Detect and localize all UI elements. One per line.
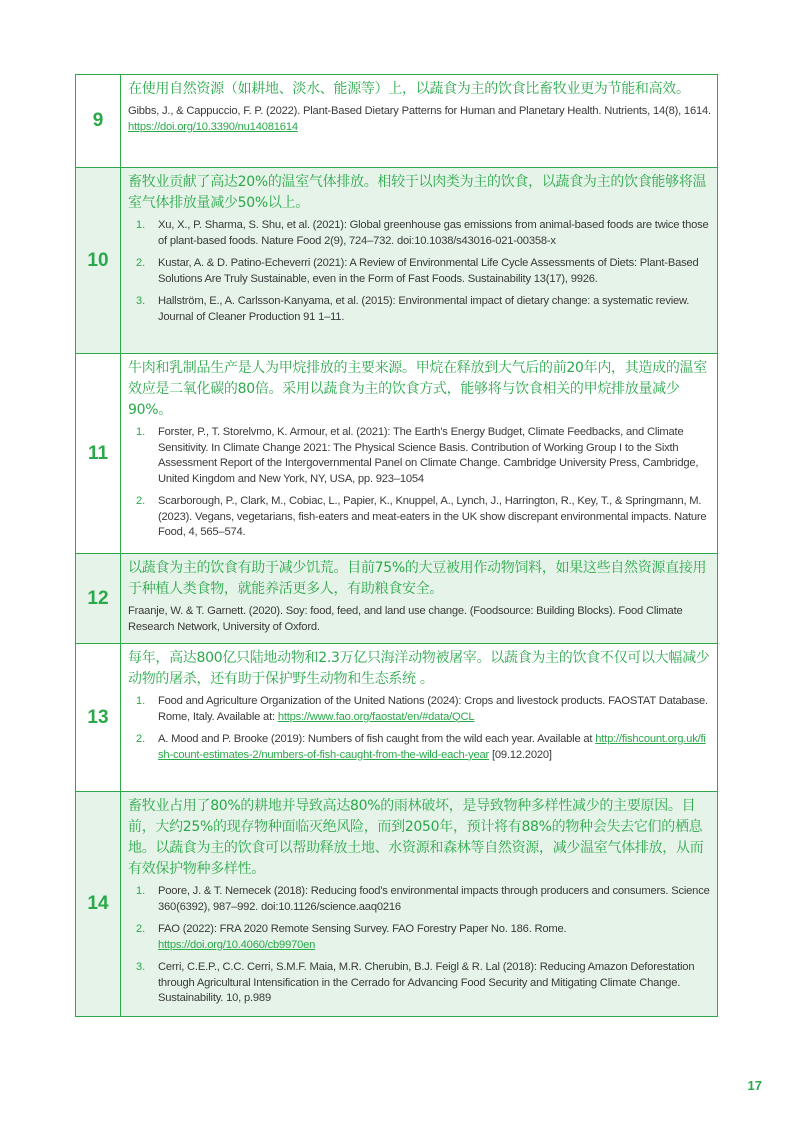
row-content — [121, 554, 717, 643]
reference-text: Forster, P., T. Storelvmo, K. Armour, et al. (2021): The Earth's Energy Budget, Climate Feedbacks, and Climate Sensitivity. In Climate Change 2021: The Physical Science Basis. Contribution of Working Group I to the Sixth Assessment Report of the Intergovernmental Panel on Climate Change. Cambridge University Press, Cambridge, United Kingdom and New York, NY, USA, pp. 923–1054 — [158, 426, 699, 485]
reference-index: 1. — [136, 885, 146, 897]
table-row — [76, 792, 717, 1016]
reference-index: 3. — [136, 295, 146, 307]
row-number: 9 — [76, 75, 121, 167]
reference-body — [158, 694, 711, 725]
reference-list — [128, 694, 711, 763]
row-content — [121, 168, 717, 353]
page-number: 17 — [747, 1078, 762, 1093]
claim-text: 畜牧业占用了80%的耕地并导致高达80%的雨林破坏，是导致物种多样性减少的主要原因。目前，大约25%的现存物种面临灭绝风险，而到2050年，预计将有88%的物种会失去它们的栖息地。以蔬食为主的饮食可以帮助释放土地、水资源和森林等自然资源，减少温室气体排放，从而有效保护物种多样性。 — [128, 798, 704, 877]
reference-item — [128, 732, 711, 763]
reference-text: Food and Agriculture Organization of the United Nations (2024): Crops and livestock products. FAOSTAT Database. Rome, Italy. Available at: — [158, 695, 708, 723]
row-content — [121, 354, 717, 553]
reference-index: 1. — [136, 695, 146, 707]
reference-item — [128, 425, 711, 487]
references-table — [75, 74, 718, 1017]
reference-list — [128, 884, 711, 1007]
reference-item — [128, 884, 711, 915]
row-content — [121, 644, 717, 791]
reference-text: Gibbs, J., & Cappuccio, F. P. (2022). Plant-Based Dietary Patterns for Human and Planetary Health. Nutrients, 14(8), 1614. — [128, 105, 711, 117]
row-number: 11 — [76, 354, 121, 553]
reference-list — [128, 425, 711, 541]
claim-text: 每年，高达800亿只陆地动物和2.3万亿只海洋动物被屠宰。以蔬食为主的饮食不仅可以大幅减少动物的屠杀，还有助于保护野生动物和生态系统 。 — [128, 650, 710, 687]
reference-item — [128, 694, 711, 725]
table-row — [76, 354, 717, 554]
reference — [128, 104, 711, 135]
reference-index: 2. — [136, 733, 146, 745]
claim-text: 以蔬食为主的饮食有助于减少饥荒。目前75%的大豆被用作动物饲料，如果这些自然资源直接用于种植人类食物，就能养活更多人，有助粮食安全。 — [128, 560, 707, 597]
reference-item — [128, 922, 711, 953]
table-row — [76, 554, 717, 644]
reference-text: Xu, X., P. Sharma, S. Shu, et al. (2021): Global greenhouse gas emissions from animal-based foods are twice those of plant-based foods. Nature Food 2(9), 724–732. doi:10.1038/s43016-021-00358-x — [158, 219, 709, 247]
claim-text: 畜牧业贡献了高达20%的温室气体排放。相较于以肉类为主的饮食，以蔬食为主的饮食能够将温室气体排放量减少50%以上。 — [128, 174, 707, 211]
reference-index: 3. — [136, 961, 146, 973]
reference-index: 1. — [136, 219, 146, 231]
reference-text: Hallström, E., A. Carlsson-Kanyama, et al. (2015): Environmental impact of dietary change: a systematic review. Journal of Cleaner Production 91 1–11. — [158, 295, 690, 323]
reference-list — [128, 218, 711, 325]
reference-item — [128, 960, 711, 1007]
reference-item — [128, 294, 711, 325]
table-row — [76, 75, 717, 168]
reference-link[interactable]: https://doi.org/10.3390/nu14081614 — [128, 120, 298, 133]
reference-link[interactable]: https://www.fao.org/faostat/en/#data/QCL — [277, 710, 475, 723]
reference-text: Kustar, A. & D. Patino-Echeverri (2021): A Review of Environmental Life Cycle Assessments of Diets: Plant-Based Solutions Are Truly Sustainable, even in the Form of Fast Foods. Sustainability 13(17), 9926. — [158, 257, 699, 285]
reference-item — [128, 494, 711, 541]
reference-text: FAO (2022): FRA 2020 Remote Sensing Survey. FAO Forestry Paper No. 186. Rome. — [158, 923, 567, 935]
row-number: 14 — [76, 792, 121, 1016]
reference-date: [09.12.2020] — [491, 748, 552, 761]
claim-text: 在使用自然资源（如耕地、淡水、能源等）上，以蔬食为主的饮食比畜牧业更为节能和高效。 — [128, 81, 690, 97]
row-number: 12 — [76, 554, 121, 643]
reference-index: 2. — [136, 495, 146, 507]
claim-text: 牛肉和乳制品生产是人为甲烷排放的主要来源。甲烷在释放到大气后的前20年内，其造成的温室效应是二氧化碳的80倍。采用以蔬食为主的饮食方式，能够将与饮食相关的甲烷排放量减少90%。 — [128, 360, 707, 418]
row-content — [121, 792, 717, 1016]
row-number: 13 — [76, 644, 121, 791]
reference-item — [128, 218, 711, 249]
reference-body — [158, 732, 711, 763]
row-number: 10 — [76, 168, 121, 353]
table-row — [76, 644, 717, 792]
reference-index: 1. — [136, 426, 146, 438]
reference-text: Poore, J. & T. Nemecek (2018): Reducing food's environmental impacts through producers and consumers. Science 360(6392), 987–992. doi:10.1126/science.aaq0216 — [158, 885, 710, 913]
row-content — [121, 75, 717, 167]
reference-index: 2. — [136, 923, 146, 935]
reference-link[interactable]: http://fishcount.org.uk/fish-count-estimates-2/numbers-of-fish-caught-from-the-wild-each-year — [158, 733, 706, 761]
reference-link[interactable]: https://doi.org/10.4060/cb9970en — [158, 938, 316, 951]
reference-text: A. Mood and P. Brooke (2019): Numbers of fish caught from the wild each year. Available at — [158, 733, 593, 745]
reference-item — [128, 256, 711, 287]
table-row — [76, 168, 717, 354]
reference-text: Scarborough, P., Clark, M., Cobiac, L., Papier, K., Knuppel, A., Lynch, J., Harrington, R., Key, T., & Springmann, M. (2023). Vegans, vegetarians, fish-eaters and meat-eaters in the UK show discrepant environmental impacts. Nature Food, 4, 565–574. — [158, 495, 707, 538]
reference-text: Cerri, C.E.P., C.C. Cerri, S.M.F. Maia, M.R. Cherubin, B.J. Feigl & R. Lal (2018): Reducing Amazon Deforestation through Agricultural Intensification in the Cerrado for Advancing Food Security and Mitigating Climate Change. Sustainability. 10, p.989 — [158, 961, 695, 1004]
reference-text: Fraanje, W. & T. Garnett. (2020). Soy: food, feed, and land use change. (Foodsource: Building Blocks). Food Climate Research Network, University of Oxford. — [128, 605, 683, 633]
reference-index: 2. — [136, 257, 146, 269]
reference-body — [158, 922, 711, 953]
